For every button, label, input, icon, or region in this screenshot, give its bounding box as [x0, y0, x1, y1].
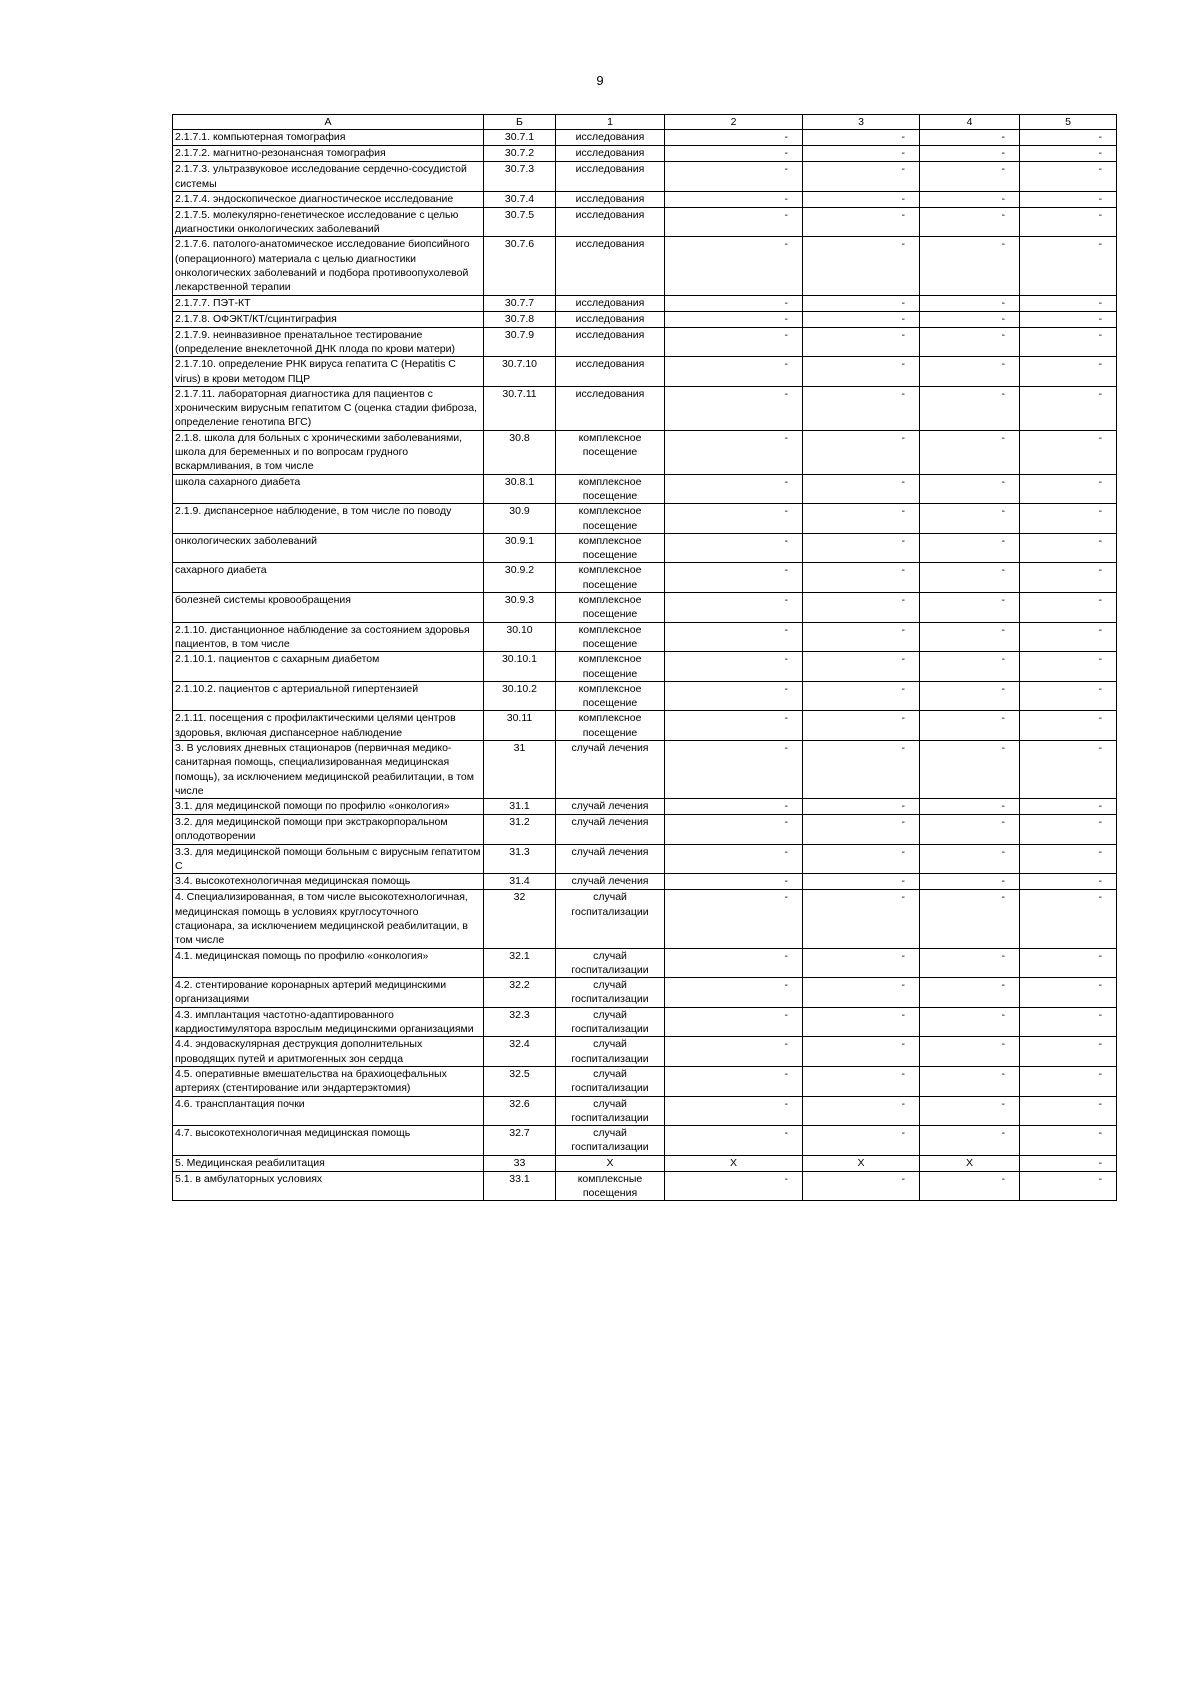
row-value-cell-3: - — [803, 622, 920, 652]
row-name-cell: 5.1. в амбулаторных условиях — [173, 1171, 484, 1201]
row-value-cell-3: X — [803, 1155, 920, 1171]
row-value-cell-5: - — [1020, 711, 1117, 741]
row-value-cell-2: - — [665, 890, 803, 948]
row-name-cell: 4. Специализированная, в том числе высокотехнологичная, медицинская помощь в условиях круглосуточного стационара, за исключением медицинской реабилитации, в том числе — [173, 890, 484, 948]
row-value-cell-5: - — [1020, 386, 1117, 430]
row-value-cell-2: - — [665, 295, 803, 311]
row-value-cell-2: - — [665, 504, 803, 534]
row-name-cell: 2.1.7.11. лабораторная диагностика для пациентов с хроническим вирусным гепатитом С (оценка стадии фиброза, определение генотипа ВГС) — [173, 386, 484, 430]
row-value-cell-4: - — [920, 1126, 1020, 1156]
row-code-cell: 33.1 — [484, 1171, 556, 1201]
row-value-cell-4: - — [920, 652, 1020, 682]
table-row — [173, 978, 1117, 1008]
row-value-cell-2: - — [665, 711, 803, 741]
row-value-cell-2: - — [665, 1066, 803, 1096]
row-value-cell-4: - — [920, 295, 1020, 311]
row-value-cell-4: X — [920, 1155, 1020, 1171]
row-code-cell: 32.2 — [484, 978, 556, 1008]
row-value-cell-2: - — [665, 162, 803, 192]
row-value-cell-5: - — [1020, 130, 1117, 146]
table-row — [173, 191, 1117, 207]
row-value-cell-4: - — [920, 504, 1020, 534]
row-value-cell-3: - — [803, 711, 920, 741]
row-value-cell-2: - — [665, 563, 803, 593]
row-value-cell-2: - — [665, 1007, 803, 1037]
row-unit-cell: исследования — [556, 191, 665, 207]
row-code-cell: 30.7.2 — [484, 146, 556, 162]
row-value-cell-5: - — [1020, 890, 1117, 948]
row-value-cell-3: - — [803, 474, 920, 504]
row-unit-cell: комплексное посещение — [556, 533, 665, 563]
row-value-cell-5: - — [1020, 681, 1117, 711]
row-value-cell-5: - — [1020, 593, 1117, 623]
header-col-a: А — [173, 115, 484, 130]
row-unit-cell: комплексное посещение — [556, 430, 665, 474]
row-value-cell-4: - — [920, 978, 1020, 1008]
row-name-cell: 5. Медицинская реабилитация — [173, 1155, 484, 1171]
row-value-cell-2: - — [665, 207, 803, 237]
row-value-cell-2: - — [665, 978, 803, 1008]
table-row — [173, 162, 1117, 192]
row-code-cell: 30.7.1 — [484, 130, 556, 146]
row-unit-cell: X — [556, 1155, 665, 1171]
row-name-cell: 2.1.7.6. патолого-анатомическое исследование биопсийного (операционного) материала с целью диагностики онкологических заболеваний и подбора противоопухолевой лекарственной терапии — [173, 237, 484, 295]
row-value-cell-4: - — [920, 563, 1020, 593]
row-code-cell: 33 — [484, 1155, 556, 1171]
table-row — [173, 1096, 1117, 1126]
table-row — [173, 681, 1117, 711]
row-name-cell: 3.4. высокотехнологичная медицинская помощь — [173, 874, 484, 890]
row-value-cell-2: - — [665, 681, 803, 711]
row-value-cell-2: - — [665, 799, 803, 815]
row-value-cell-2: - — [665, 357, 803, 387]
row-code-cell: 30.9.2 — [484, 563, 556, 593]
row-name-cell: 4.6. трансплантация почки — [173, 1096, 484, 1126]
row-value-cell-5: - — [1020, 815, 1117, 845]
row-value-cell-3: - — [803, 890, 920, 948]
row-value-cell-2: - — [665, 1096, 803, 1126]
row-value-cell-5: - — [1020, 1007, 1117, 1037]
row-code-cell: 30.7.5 — [484, 207, 556, 237]
table-row — [173, 1171, 1117, 1201]
row-unit-cell: случай госпитализации — [556, 978, 665, 1008]
row-unit-cell: случай лечения — [556, 874, 665, 890]
table-row — [173, 1037, 1117, 1067]
row-value-cell-4: - — [920, 130, 1020, 146]
row-value-cell-3: - — [803, 237, 920, 295]
row-value-cell-2: - — [665, 386, 803, 430]
row-value-cell-5: - — [1020, 237, 1117, 295]
row-unit-cell: случай лечения — [556, 815, 665, 845]
header-col-3: 3 — [803, 115, 920, 130]
row-value-cell-2: - — [665, 130, 803, 146]
row-name-cell: 2.1.7.10. определение РНК вируса гепатита С (Hepatitis C virus) в крови методом ПЦР — [173, 357, 484, 387]
table-row — [173, 430, 1117, 474]
row-unit-cell: случай госпитализации — [556, 1126, 665, 1156]
row-value-cell-4: - — [920, 593, 1020, 623]
row-name-cell: 2.1.7.8. ОФЭКТ/КТ/сцинтиграфия — [173, 311, 484, 327]
table-body — [173, 130, 1117, 1201]
row-value-cell-3: - — [803, 162, 920, 192]
row-code-cell: 32 — [484, 890, 556, 948]
row-value-cell-4: - — [920, 815, 1020, 845]
row-value-cell-4: - — [920, 386, 1020, 430]
header-col-2: 2 — [665, 115, 803, 130]
header-col-5: 5 — [1020, 115, 1117, 130]
row-value-cell-3: - — [803, 740, 920, 798]
row-code-cell: 30.8 — [484, 430, 556, 474]
row-value-cell-2: - — [665, 311, 803, 327]
row-unit-cell: исследования — [556, 311, 665, 327]
row-unit-cell: исследования — [556, 130, 665, 146]
row-name-cell: 2.1.10. дистанционное наблюдение за состоянием здоровья пациентов, в том числе — [173, 622, 484, 652]
row-value-cell-3: - — [803, 563, 920, 593]
row-unit-cell: исследования — [556, 146, 665, 162]
row-code-cell: 31.1 — [484, 799, 556, 815]
row-value-cell-2: - — [665, 533, 803, 563]
table-row — [173, 1066, 1117, 1096]
row-value-cell-3: - — [803, 1126, 920, 1156]
row-value-cell-4: - — [920, 1007, 1020, 1037]
row-name-cell: 2.1.7.7. ПЭТ-КТ — [173, 295, 484, 311]
row-unit-cell: исследования — [556, 162, 665, 192]
data-table — [172, 114, 1117, 1201]
table-row — [173, 948, 1117, 978]
row-value-cell-5: - — [1020, 740, 1117, 798]
row-value-cell-2: - — [665, 815, 803, 845]
row-value-cell-4: - — [920, 948, 1020, 978]
row-value-cell-3: - — [803, 874, 920, 890]
row-value-cell-2: - — [665, 844, 803, 874]
row-code-cell: 31.3 — [484, 844, 556, 874]
row-value-cell-3: - — [803, 593, 920, 623]
row-value-cell-5: - — [1020, 295, 1117, 311]
row-value-cell-2: - — [665, 146, 803, 162]
table-row — [173, 207, 1117, 237]
row-name-cell: 2.1.7.1. компьютерная томография — [173, 130, 484, 146]
row-name-cell: 3.2. для медицинской помощи при экстракорпоральном оплодотворении — [173, 815, 484, 845]
row-unit-cell: комплексные посещения — [556, 1171, 665, 1201]
row-code-cell: 30.7.3 — [484, 162, 556, 192]
table-row — [173, 311, 1117, 327]
row-value-cell-5: - — [1020, 191, 1117, 207]
row-code-cell: 32.4 — [484, 1037, 556, 1067]
row-name-cell: 2.1.7.9. неинвазивное пренатальное тестирование (определение внеклеточной ДНК плода по крови матери) — [173, 327, 484, 357]
row-code-cell: 30.7.4 — [484, 191, 556, 207]
row-value-cell-5: - — [1020, 1171, 1117, 1201]
row-code-cell: 31.2 — [484, 815, 556, 845]
row-value-cell-5: - — [1020, 311, 1117, 327]
row-unit-cell: исследования — [556, 357, 665, 387]
row-name-cell: 2.1.11. посещения с профилактическими целями центров здоровья, включая диспансерное наблюдение — [173, 711, 484, 741]
row-name-cell: 3.3. для медицинской помощи больным с вирусным гепатитом С — [173, 844, 484, 874]
row-value-cell-3: - — [803, 1171, 920, 1201]
row-value-cell-3: - — [803, 430, 920, 474]
row-code-cell: 30.8.1 — [484, 474, 556, 504]
row-code-cell: 30.7.6 — [484, 237, 556, 295]
row-value-cell-3: - — [803, 386, 920, 430]
table-row — [173, 146, 1117, 162]
row-value-cell-2: - — [665, 1171, 803, 1201]
table-row — [173, 327, 1117, 357]
row-name-cell: 4.2. стентирование коронарных артерий медицинскими организациями — [173, 978, 484, 1008]
row-value-cell-5: - — [1020, 357, 1117, 387]
table-row — [173, 1155, 1117, 1171]
row-unit-cell: случай госпитализации — [556, 1066, 665, 1096]
row-value-cell-2: - — [665, 430, 803, 474]
row-name-cell: сахарного диабета — [173, 563, 484, 593]
row-value-cell-5: - — [1020, 622, 1117, 652]
row-value-cell-5: - — [1020, 430, 1117, 474]
row-value-cell-4: - — [920, 533, 1020, 563]
row-code-cell: 32.5 — [484, 1066, 556, 1096]
table-row — [173, 622, 1117, 652]
row-value-cell-2: - — [665, 622, 803, 652]
row-value-cell-3: - — [803, 533, 920, 563]
row-name-cell: 4.4. эндоваскулярная деструкция дополнительных проводящих путей и аритмогенных зон сердца — [173, 1037, 484, 1067]
row-value-cell-4: - — [920, 711, 1020, 741]
row-name-cell: 3. В условиях дневных стационаров (первичная медико-санитарная помощь, специализированная медицинская помощь), за исключением медицинской реабилитации, в том числе — [173, 740, 484, 798]
row-value-cell-4: - — [920, 740, 1020, 798]
row-name-cell: 2.1.7.4. эндоскопическое диагностическое исследование — [173, 191, 484, 207]
header-row — [173, 115, 1117, 130]
row-unit-cell: случай госпитализации — [556, 1037, 665, 1067]
row-code-cell: 30.10.2 — [484, 681, 556, 711]
row-value-cell-3: - — [803, 327, 920, 357]
row-value-cell-2: - — [665, 327, 803, 357]
row-name-cell: онкологических заболеваний — [173, 533, 484, 563]
row-value-cell-3: - — [803, 681, 920, 711]
row-value-cell-5: - — [1020, 504, 1117, 534]
row-name-cell: 3.1. для медицинской помощи по профилю «онкология» — [173, 799, 484, 815]
row-unit-cell: исследования — [556, 295, 665, 311]
row-value-cell-4: - — [920, 162, 1020, 192]
row-value-cell-5: - — [1020, 874, 1117, 890]
row-code-cell: 30.10 — [484, 622, 556, 652]
row-value-cell-4: - — [920, 874, 1020, 890]
row-value-cell-3: - — [803, 130, 920, 146]
row-value-cell-4: - — [920, 1171, 1020, 1201]
row-unit-cell: случай госпитализации — [556, 1007, 665, 1037]
table-row — [173, 844, 1117, 874]
table-row — [173, 474, 1117, 504]
row-value-cell-3: - — [803, 504, 920, 534]
row-value-cell-5: - — [1020, 978, 1117, 1008]
row-name-cell: 4.1. медицинская помощь по профилю «онкология» — [173, 948, 484, 978]
row-unit-cell: комплексное посещение — [556, 681, 665, 711]
row-value-cell-3: - — [803, 1096, 920, 1126]
row-value-cell-5: - — [1020, 1126, 1117, 1156]
row-value-cell-5: - — [1020, 1037, 1117, 1067]
page-number: 9 — [596, 73, 604, 88]
row-unit-cell: случай госпитализации — [556, 890, 665, 948]
row-name-cell: 2.1.8. школа для больных с хроническими заболеваниями, школа для беременных и по вопросам грудного вскармливания, в том числе — [173, 430, 484, 474]
row-unit-cell: случай госпитализации — [556, 1096, 665, 1126]
row-code-cell: 32.1 — [484, 948, 556, 978]
row-value-cell-2: - — [665, 652, 803, 682]
row-value-cell-3: - — [803, 207, 920, 237]
row-name-cell: 4.5. оперативные вмешательства на брахиоцефальных артериях (стентирование или эндартерэктомия) — [173, 1066, 484, 1096]
row-unit-cell: исследования — [556, 237, 665, 295]
table-row — [173, 295, 1117, 311]
row-unit-cell: исследования — [556, 207, 665, 237]
row-name-cell: 2.1.10.1. пациентов с сахарным диабетом — [173, 652, 484, 682]
row-unit-cell: комплексное посещение — [556, 711, 665, 741]
table-row — [173, 799, 1117, 815]
table-row — [173, 1007, 1117, 1037]
row-name-cell: 4.7. высокотехнологичная медицинская помощь — [173, 1126, 484, 1156]
table-row — [173, 386, 1117, 430]
row-unit-cell: исследования — [556, 386, 665, 430]
row-unit-cell: комплексное посещение — [556, 474, 665, 504]
row-value-cell-3: - — [803, 146, 920, 162]
row-value-cell-2: - — [665, 874, 803, 890]
row-value-cell-3: - — [803, 948, 920, 978]
row-value-cell-5: - — [1020, 162, 1117, 192]
row-code-cell: 30.9 — [484, 504, 556, 534]
row-code-cell: 32.6 — [484, 1096, 556, 1126]
row-value-cell-5: - — [1020, 327, 1117, 357]
row-code-cell: 30.7.7 — [484, 295, 556, 311]
row-value-cell-3: - — [803, 1066, 920, 1096]
row-value-cell-5: - — [1020, 1066, 1117, 1096]
table-row — [173, 357, 1117, 387]
table-row — [173, 593, 1117, 623]
row-value-cell-3: - — [803, 1037, 920, 1067]
row-name-cell: 4.3. имплантация частотно-адаптированного кардиостимулятора взрослым медицинскими организациями — [173, 1007, 484, 1037]
row-value-cell-3: - — [803, 799, 920, 815]
row-value-cell-4: - — [920, 327, 1020, 357]
row-unit-cell: случай лечения — [556, 799, 665, 815]
row-unit-cell: комплексное посещение — [556, 563, 665, 593]
header-col-b: Б — [484, 115, 556, 130]
row-value-cell-4: - — [920, 237, 1020, 295]
row-value-cell-5: - — [1020, 652, 1117, 682]
row-unit-cell: случай лечения — [556, 844, 665, 874]
row-value-cell-4: - — [920, 474, 1020, 504]
table-row — [173, 890, 1117, 948]
row-unit-cell: комплексное посещение — [556, 593, 665, 623]
row-value-cell-3: - — [803, 1007, 920, 1037]
row-value-cell-4: - — [920, 799, 1020, 815]
row-value-cell-4: - — [920, 430, 1020, 474]
row-code-cell: 30.9.3 — [484, 593, 556, 623]
row-value-cell-5: - — [1020, 474, 1117, 504]
row-value-cell-4: - — [920, 207, 1020, 237]
row-value-cell-4: - — [920, 681, 1020, 711]
row-value-cell-5: - — [1020, 844, 1117, 874]
row-code-cell: 30.7.10 — [484, 357, 556, 387]
table-row — [173, 874, 1117, 890]
row-value-cell-5: - — [1020, 533, 1117, 563]
row-value-cell-2: - — [665, 191, 803, 207]
row-value-cell-4: - — [920, 311, 1020, 327]
row-unit-cell: случай лечения — [556, 740, 665, 798]
row-code-cell: 32.7 — [484, 1126, 556, 1156]
row-code-cell: 30.7.8 — [484, 311, 556, 327]
row-value-cell-4: - — [920, 844, 1020, 874]
table-row — [173, 1126, 1117, 1156]
row-value-cell-4: - — [920, 146, 1020, 162]
row-code-cell: 31 — [484, 740, 556, 798]
row-value-cell-2: - — [665, 1126, 803, 1156]
header-col-1: 1 — [556, 115, 665, 130]
row-name-cell: школа сахарного диабета — [173, 474, 484, 504]
row-code-cell: 30.9.1 — [484, 533, 556, 563]
row-code-cell: 30.7.11 — [484, 386, 556, 430]
row-value-cell-5: - — [1020, 1096, 1117, 1126]
row-unit-cell: комплексное посещение — [556, 504, 665, 534]
row-unit-cell: комплексное посещение — [556, 652, 665, 682]
row-value-cell-2: - — [665, 948, 803, 978]
row-unit-cell: комплексное посещение — [556, 622, 665, 652]
row-value-cell-3: - — [803, 357, 920, 387]
row-value-cell-5: - — [1020, 948, 1117, 978]
row-name-cell: 2.1.7.3. ультразвуковое исследование сердечно-сосудистой системы — [173, 162, 484, 192]
row-unit-cell: исследования — [556, 327, 665, 357]
row-name-cell: 2.1.9. диспансерное наблюдение, в том числе по поводу — [173, 504, 484, 534]
table-row — [173, 533, 1117, 563]
row-value-cell-4: - — [920, 622, 1020, 652]
row-value-cell-2: - — [665, 237, 803, 295]
row-value-cell-3: - — [803, 978, 920, 1008]
row-code-cell: 30.11 — [484, 711, 556, 741]
row-value-cell-2: - — [665, 1037, 803, 1067]
row-name-cell: 2.1.7.2. магнитно-резонансная томография — [173, 146, 484, 162]
header-col-4: 4 — [920, 115, 1020, 130]
row-value-cell-4: - — [920, 890, 1020, 948]
row-value-cell-5: - — [1020, 207, 1117, 237]
row-value-cell-2: - — [665, 593, 803, 623]
table-row — [173, 711, 1117, 741]
table-row — [173, 237, 1117, 295]
table-row — [173, 815, 1117, 845]
row-value-cell-2: - — [665, 474, 803, 504]
row-value-cell-5: - — [1020, 146, 1117, 162]
row-value-cell-3: - — [803, 295, 920, 311]
row-name-cell: 2.1.7.5. молекулярно-генетическое исследование с целью диагностики онкологических заболеваний — [173, 207, 484, 237]
table-row — [173, 563, 1117, 593]
row-value-cell-4: - — [920, 357, 1020, 387]
row-value-cell-5: - — [1020, 799, 1117, 815]
row-name-cell: 2.1.10.2. пациентов с артериальной гипертензией — [173, 681, 484, 711]
row-value-cell-3: - — [803, 311, 920, 327]
row-value-cell-4: - — [920, 191, 1020, 207]
row-value-cell-5: - — [1020, 563, 1117, 593]
row-unit-cell: случай госпитализации — [556, 948, 665, 978]
row-value-cell-5: - — [1020, 1155, 1117, 1171]
row-value-cell-3: - — [803, 652, 920, 682]
row-value-cell-2: - — [665, 740, 803, 798]
row-value-cell-4: - — [920, 1096, 1020, 1126]
row-code-cell: 30.10.1 — [484, 652, 556, 682]
row-value-cell-2: X — [665, 1155, 803, 1171]
table-row — [173, 504, 1117, 534]
row-value-cell-3: - — [803, 191, 920, 207]
row-code-cell: 32.3 — [484, 1007, 556, 1037]
row-code-cell: 30.7.9 — [484, 327, 556, 357]
row-value-cell-4: - — [920, 1037, 1020, 1067]
table-row — [173, 130, 1117, 146]
row-value-cell-3: - — [803, 844, 920, 874]
table-row — [173, 740, 1117, 798]
row-name-cell: болезней системы кровообращения — [173, 593, 484, 623]
row-code-cell: 31.4 — [484, 874, 556, 890]
table-row — [173, 652, 1117, 682]
row-value-cell-3: - — [803, 815, 920, 845]
row-value-cell-4: - — [920, 1066, 1020, 1096]
